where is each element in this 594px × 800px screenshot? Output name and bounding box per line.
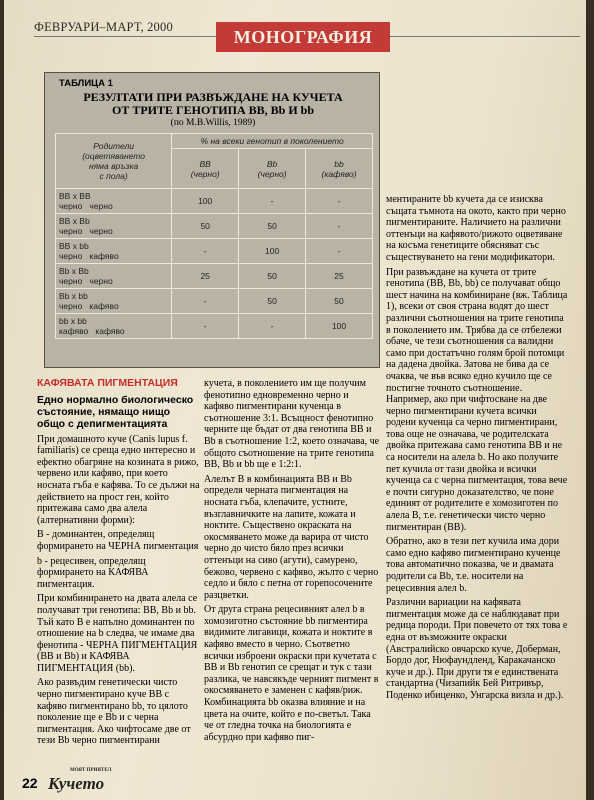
cross-colors: черно черно	[59, 226, 113, 236]
table-row	[56, 239, 373, 264]
cross-cell	[56, 289, 172, 314]
page-number: 22	[22, 775, 38, 791]
paragraph: При развъждане на кучета от трите генотипа (BB, Bb, bb) се получават общо шест начина на комбиниране (вж. Таблица 1), всеки от своя страна водят до шест различни съотношения на трите генотипа в поколението им. Трябва да се отбележи обаче, че тези съотношения са валидни само при достатъчно голям брой потомци на дадена двойка. Затова не бива да се очаква, че във всяко едно кучило ще се постигне точното съотношение. Например, ако при чифтосване на две черно пигментирани кучета всички родени кученца са черно пигментирани, това още не означава, че родителската двойка притежава само генотипа BB и не са носители на алела b. Но ако получите пет кучила от тази двойка и всички кученца са с черна пигментация, това вече е почти сигурно доказателство, че поне единият от родителите е хомозиготен по алела B, т.е. генетически чисто черно пигментиран (BB).	[386, 266, 568, 533]
paragraph: При домашното куче (Canis lupus f. familiaris) се среща едно интересно и ефектно обагряне на козината в рижо, червено или кафяво, при което носната гъба е кафява. То се дължи на действието на прост ген, който притежава само два алела (алтернативни форми):	[37, 433, 200, 526]
table-title-line1: РЕЗУЛТАТИ ПРИ РАЗВЪЖДАНЕ НА КУЧЕТА	[83, 90, 343, 104]
percent-cell: 100	[239, 239, 306, 264]
percent-cell: 100	[306, 314, 373, 339]
cross-cell	[56, 264, 172, 289]
percent-cell: 100	[172, 189, 239, 214]
issue-date: ФЕВРУАРИ–МАРТ, 2000	[34, 20, 173, 34]
col-header-parents: Родители (оцветяването няма връзка с пола)	[56, 134, 172, 189]
magazine-logo	[48, 768, 112, 794]
col-header-percent: % на всеки генотип в поколението	[172, 134, 373, 149]
table-label: ТАБЛИЦА 1	[59, 78, 113, 89]
cross-cell	[56, 189, 172, 214]
paragraph: ментираните bb кучета да се изисква същата тъмнота на окото, както при черно пигментираните. Наличието на различни оттенъци на кафявото/рижото оцветяване на косъма генетиците обясняват със съществуването на гени модификатори.	[386, 194, 566, 263]
table-title	[45, 91, 381, 117]
percent-cell: 50	[239, 289, 306, 314]
percent-cell: 50	[239, 214, 306, 239]
percent-cell: -	[172, 314, 239, 339]
table-row	[56, 264, 373, 289]
article-column-3	[386, 194, 568, 705]
col-header-bb-brown: bb (кафяво)	[306, 149, 373, 189]
cross-colors: черно кафяво	[59, 251, 119, 261]
cross-colors: кафяво кафяво	[59, 326, 125, 336]
paragraph: От друга страна рецесивният алел b в хомозиготно състояние bb пигментира видимите лигавици, кожата и ноктите в кафяво вместо в черно. Съответно всички изброени окраски при кучетата с BB и Bb генотип се срещат и тук с тази разлика, че навсякъде черният пигмент в окосмяването е заменен с кафяв/риж. Комбинацията bb оказва влияние и на цвета на очите, който е по-светъл. Така че от гледна точка на биологията е абсурдно при кафяво пиг-	[204, 604, 379, 743]
cross-genotypes: BB x bb	[59, 241, 89, 251]
percent-cell: 50	[306, 289, 373, 314]
paragraph: b - рецесивен, определящ формирането на КАФЯВА пигментация.	[37, 555, 149, 590]
percent-cell: -	[239, 189, 306, 214]
magazine-page	[4, 0, 586, 800]
paragraph: Ако развъдим генетически чисто черно пигментирано куче BB с кафяво пигментирано bb, то цялото поколение ще е Bb и с черна пигментация. Ако чифтосаме две от тези Bb черно пигментирани	[37, 677, 191, 747]
paragraph: Алелът B в комбинацията BB и Bb определя черната пигментация на носната гъба, клепачите, устните, възглавничките на лапите, кожата и ноктите. Съществено окраската на окосмяването може да варира от чисто черно до чисто бяло през всички оттенъци на сиво (агути), самурено, бежово, червено с кафяво, жълто с черно седло и бяло с петна от горепосочените разцветки.	[204, 473, 379, 601]
cross-cell	[56, 214, 172, 239]
article-column-1	[37, 378, 200, 750]
paragraph: Обратно, ако в тези пет кучила има дори само едно кафяво пигментирано кученце това автоматично показва, че и двамата родители са Bb, т.е. носители на рецесивния алел b.	[386, 536, 561, 594]
table-row	[56, 314, 373, 339]
paragraph: Различни вариации на кафявата пигментация може да се наблюдават при редица породи. При повечето от тях това е една от възможните окраски (Австралийско овчарско куче, Доберман, Бордо дог, Нюфаундленд, Каракачанско куче и др.). При други тя е единствената стандартна (Чизапийк Бей Ритривър, Поденко ибиценко, Унгарска визла и др.).	[386, 597, 568, 701]
logo-tagline: МОЯТ ПРИЯТЕЛ	[70, 768, 112, 773]
paragraph: B - доминантен, определящ формирането на ЧЕРНА пигментация	[37, 529, 199, 552]
cross-genotypes: Bb x bb	[59, 291, 88, 301]
cross-cell	[56, 314, 172, 339]
cross-cell	[56, 239, 172, 264]
table-row	[56, 214, 373, 239]
percent-cell: -	[239, 314, 306, 339]
table-row	[56, 189, 373, 214]
percent-cell: 50	[239, 264, 306, 289]
cross-genotypes: bb x bb	[59, 316, 87, 326]
table-box	[44, 72, 380, 368]
table-row	[56, 289, 373, 314]
cross-colors: черно черно	[59, 276, 113, 286]
cross-genotypes: Bb x Bb	[59, 266, 89, 276]
percent-cell: -	[172, 239, 239, 264]
percent-cell: 25	[306, 264, 373, 289]
table-title-line2: ОТ ТРИТЕ ГЕНОТИПА BB, Bb И bb	[111, 103, 315, 117]
table-source: (по M.B.Willis, 1989)	[170, 118, 256, 128]
paragraph: кучета, в поколението им ще получим фенотипно едновременно черно и кафяво пигментирани кученца в съотношение 3:1. Всъщност фенотипно черните ще бъдат от два генотипа BB и Bb в съотношение 1:2, което означава, че общото съотношение на трите генотипа BB, Bb и bb ще е 1:2:1.	[204, 378, 380, 471]
col-header-bb-black: BB (черно)	[172, 149, 239, 189]
cross-genotypes: BB x BB	[59, 191, 91, 201]
cross-colors: черно черно	[59, 201, 113, 211]
section-banner: МОНОГРАФИЯ	[216, 22, 390, 52]
article-subheading: Едно нормално биологическо състояние, нямащо нищо общо с депигментацията	[37, 393, 194, 430]
cross-colors: черно кафяво	[59, 301, 119, 311]
percent-cell: -	[306, 189, 373, 214]
article-heading: КАФЯВАТА ПИГМЕНТАЦИЯ	[37, 377, 178, 389]
col-header-bb-het: Bb (черно)	[239, 149, 306, 189]
article-column-2	[204, 378, 380, 746]
percent-cell: 50	[172, 214, 239, 239]
percent-cell: -	[172, 289, 239, 314]
percent-cell: 25	[172, 264, 239, 289]
logo-text: Кучето	[48, 774, 105, 793]
percent-cell: -	[306, 214, 373, 239]
cross-genotypes: BB x Bb	[59, 216, 90, 226]
paragraph: При комбинирането на двата алела се получават три генотипа: BB, Bb и bb. Тъй като B е напълно доминантен по отношение на b следва, че имаме два фенотипа - ЧЕРНА ПИГМЕНТАЦИЯ (BB и Bb) и КАФЯВА ПИГМЕНТАЦИЯ (bb).	[37, 593, 198, 674]
percent-cell: -	[306, 239, 373, 264]
genotype-table	[55, 133, 373, 339]
